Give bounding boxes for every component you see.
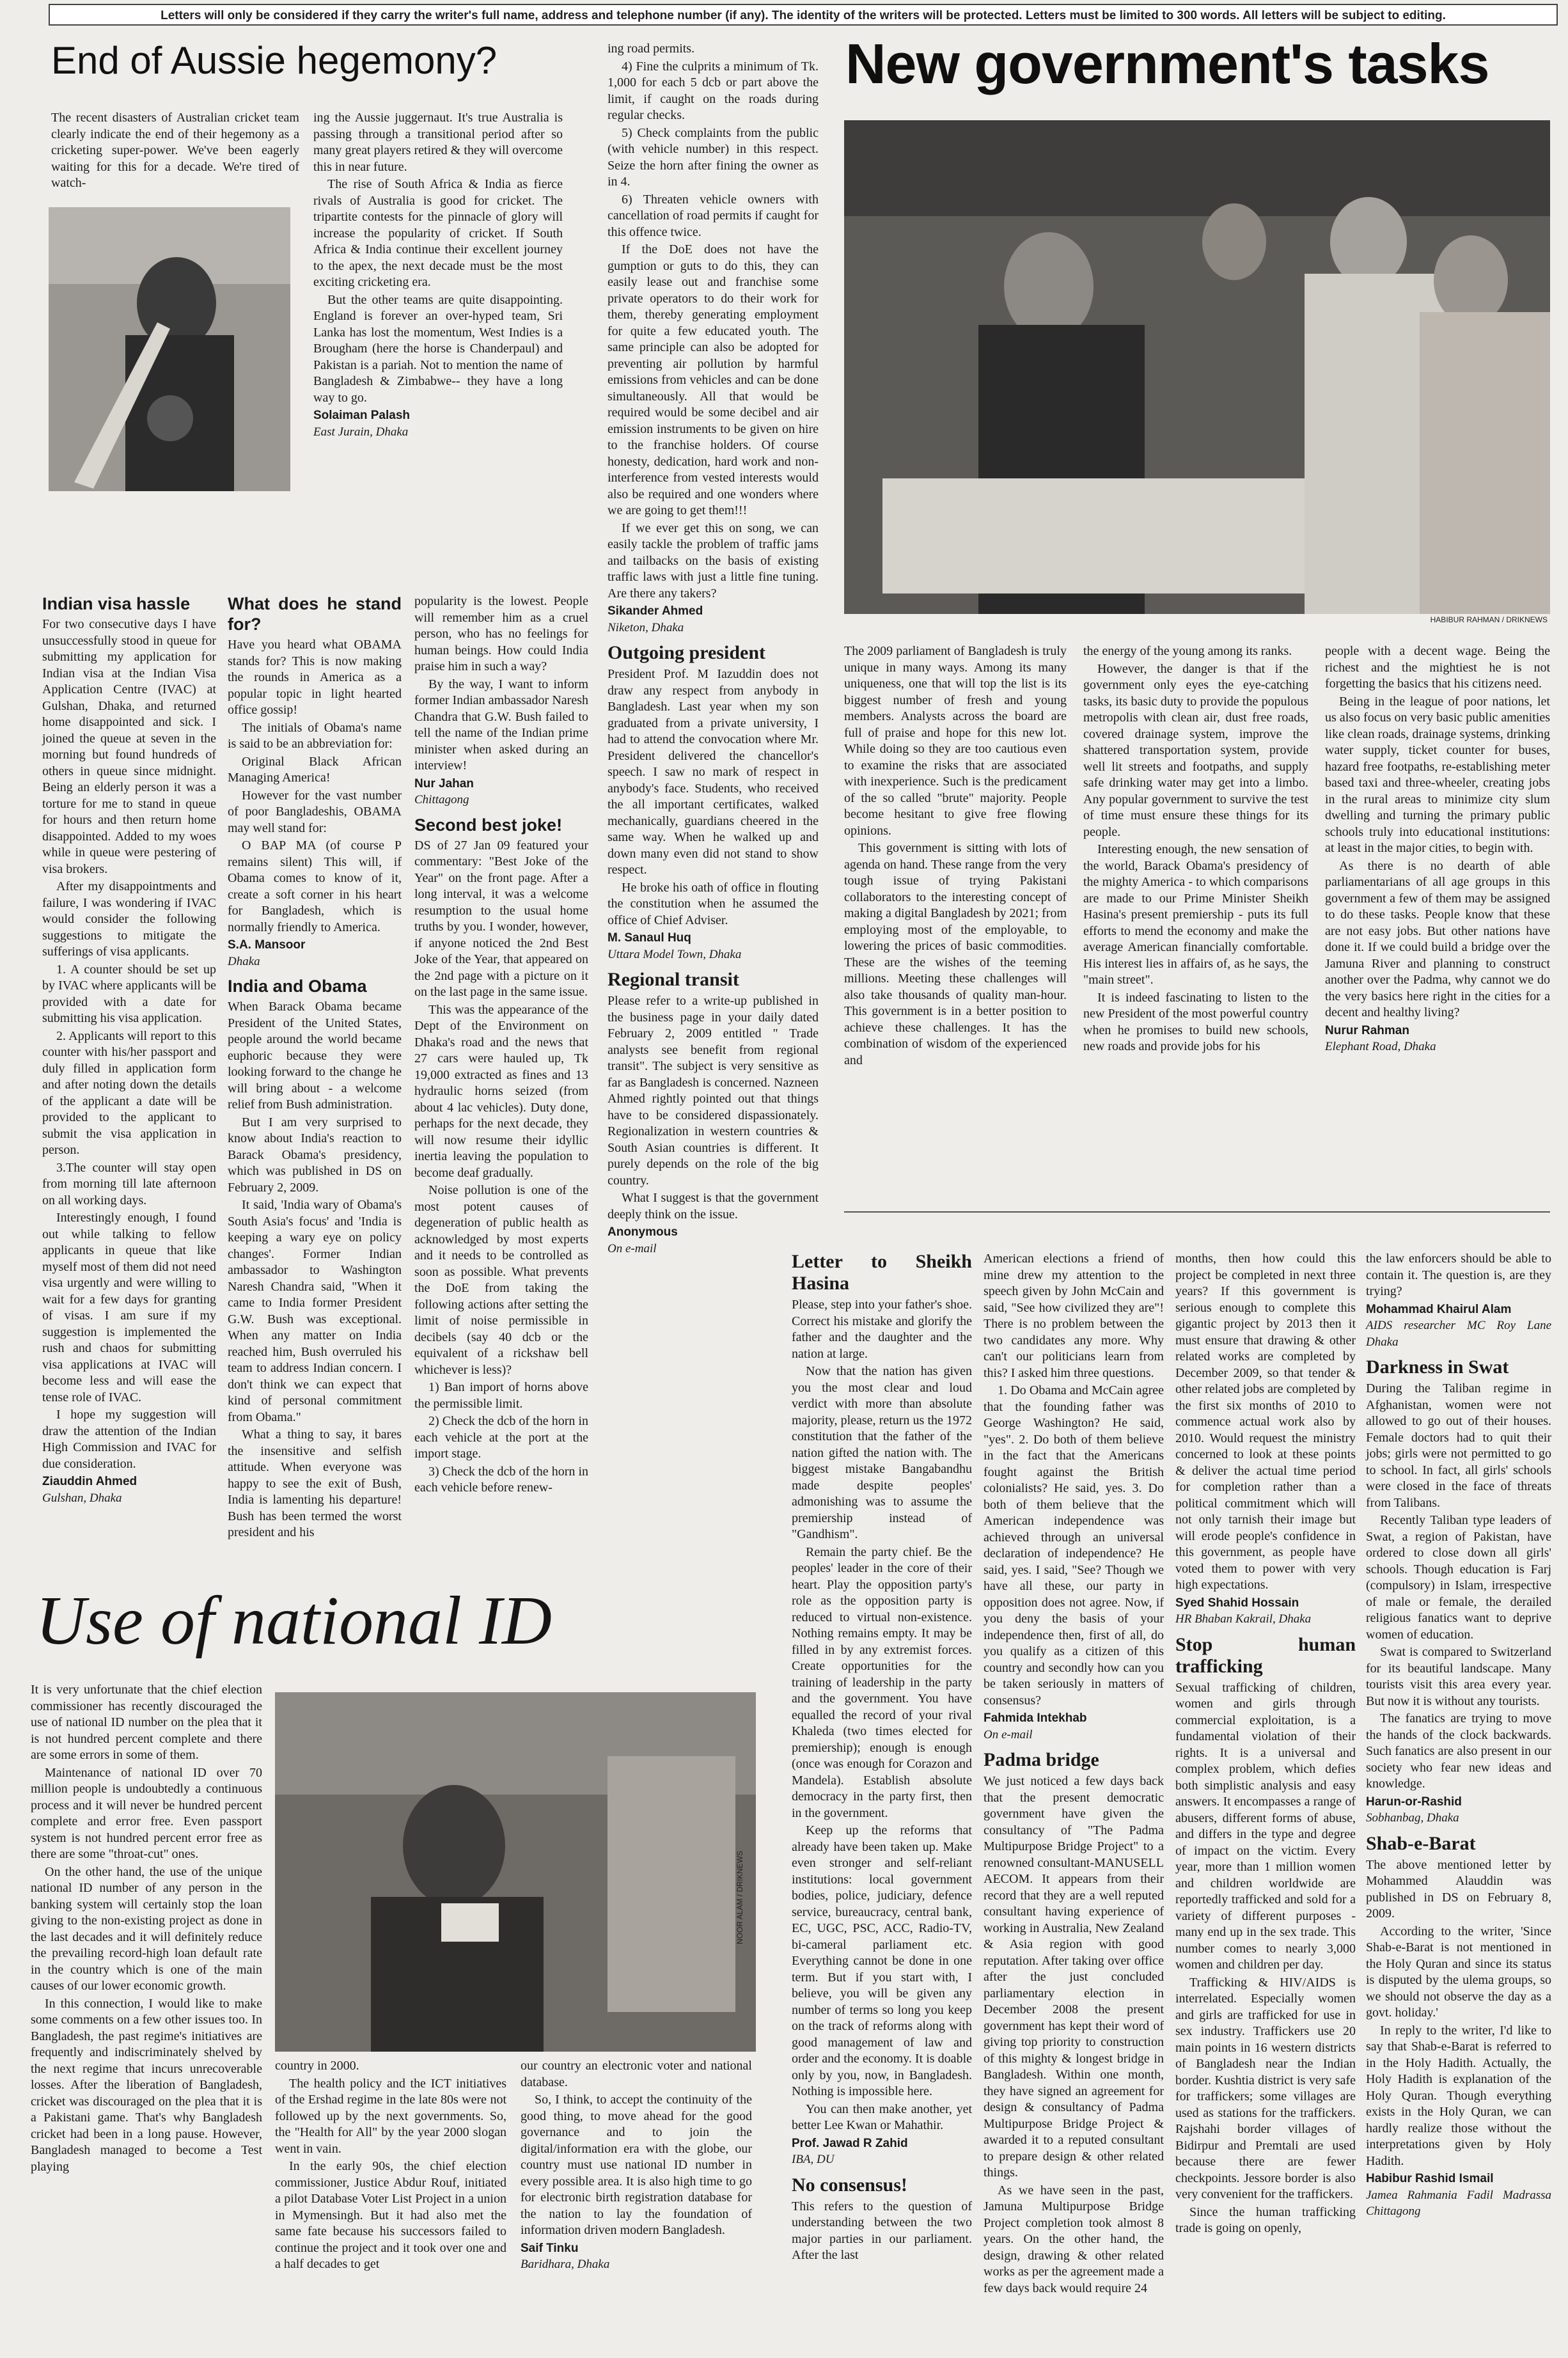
new-govt-title: New government's tasks [845,32,1489,95]
cricketer-photo-art [49,207,290,491]
india-obama-paragraph: By the way, I want to inform former Indian ambassador Naresh Chandra that G.W. Bush failed to tell the name of the Indian prime minister when asked during an interview! [414,677,588,773]
stand-author: S.A. Mansoor [228,938,306,952]
barat-author: Habibur Rashid Ismail [1366,2172,1494,2185]
barat-paragraph: According to the writer, 'Since Shab-e-Barat is not mentioned in the Holy Quran and since its status is disputed by the ulema groups, so we should not observe the day as a govt. holiday.' [1366,1924,1551,2020]
shab-e-barat-title: Shab-e-Barat [1366,1832,1476,1854]
joke-paragraph: 3) Check the dcb of the horn in each vehicle before renew- [414,1464,588,1495]
swat-paragraph: Swat is compared to Switzerland for its beautiful landscape. Many tourists visit this area every year. But now it is without any tourists. [1366,1645,1551,1708]
outgoing-paragraph: He broke his oath of office in flouting the constitution when he assumed the office of Chief Adviser. [608,880,819,927]
parliament-photo-art [844,120,1550,614]
letters-col8 [1366,1251,1551,2352]
noise-paragraph: 4) Fine the culprits a minimum of Tk. 1,000 for each 5 dcb or part above the limit, if caught on the roads during regular checks. [608,59,819,122]
swat-author: Harun-or-Rashid [1366,1795,1462,1809]
letters-col1 [42,593,216,1535]
aussie-paragraph: But the other teams are quite disappointing. England is forever an over-hyped team, Sri Lanka has lost the momentum, West Indies is a Brougham (here the horse is Chanderpaul) and Pakistan is a pariah. Not to mention the name of Bangladesh & Zimbabwe-- they have a long way to go. [313,292,563,405]
noise-author: Sikander Ahmed [608,604,703,618]
noise-place: Niketon, Dhaka [608,620,684,634]
aussie-paragraph: ing the Aussie juggernaut. It's true Australia is passing through a transitional period after so many great players retired & they will overcome this in near future. [313,111,563,174]
new-govt-paragraph: Interesting enough, the new sensation of the world, Barack Obama's presidency of the mighty America - to which comparisons are made to our Prime Minister Sheikh Hasina's present premiership - puts its full efforts to mend the economy and make the average American financially comfortable. His interest lies in affairs of, as he says, the "main street". [1083,842,1308,987]
aussie-col1 [51,110,299,206]
consensus-author: Fahmida Intekhab [984,1711,1087,1725]
trafficking-paragraph: Trafficking & HIV/AIDS is interrelated. Especially women and girls are trafficked for use in sex industry. Traffickers use 20 main points in 16 western districts of Bangladesh near the Indian border. Kushtia district is very safe for traffickers; some villages are used as stations for the traffickers. Rajshahi border villages of Bidirpur and Premtali are used because there are fewer checkpoints. Jessore border is also very convenient for the traffickers. [1175,1975,1356,2201]
stand-paragraph: However for the vast number of poor Bangladeshis, OBAMA may well stand for: [228,788,402,835]
india-obama-paragraph: It said, 'India wary of Obama's South Asia's focus' and 'India is keeping a wary eye on policy changes'. Former Indian ambassador to Washington Naresh Chandra said, "When it came to India former President G.W. Bush was exceptional. When any matter on India reached him, Bush overruled his team to address Indian concern. I don't think we can expect that kind of personal commitment from Obama." [228,1198,402,1424]
national-id-paragraph: The health policy and the ICT initiatives of the Ershad regime in the late 80s were not followed up by the next governments. So, the "Health for All" by the year 2000 slogan went in vain. [275,2076,506,2156]
india-obama-paragraph: When Barack Obama became President of the United States, people around the world became euphoric because they were looking forward to the change he will bring about - a welcome relief from Bush administration. [228,1000,402,1112]
consensus-paragraph: American elections a friend of mine drew my attention to the speech given by John McCain and said, "See how civilized they are"! There is no problem between the two candidates any more. Why can't our politicians learn from this? I asked him three questions. [984,1252,1164,1380]
new-govt-paragraph: Being in the league of poor nations, let us also focus on very basic public amenities like clean roads, drainage systems, drinking water supply, ticket counter for buses, hazard free footpaths, re-establishing meter based taxi and three-wheeler, creating jobs in the rural areas to minimize city slum dwelling and turning the primary public schools truly into educational institutions: at least in the major cities, to begin with. [1325,694,1550,855]
joke-paragraph: 2) Check the dcb of the horn in each vehicle at the port at the import stage. [414,1414,588,1461]
national-id-paragraph: On the other hand, the use of the unique national ID number of any person in the banking system will certainly stop the loan giving to the non-existing project as done in the last decades and it will definitely reduce the prevailing record-high loan default rate in the country which is one of the main causes of our lower economic growth. [31,1864,262,1993]
letters-col5 [792,1251,972,2352]
hasina-author: Prof. Jawad R Zahid [792,2136,908,2150]
visa-paragraph: For two consecutive days I have unsuccessfully stood in queue for submitting my application for Indian visa at the Indian Visa Application Centre (IVAC) at Gulshan, Dhaka, and returned home disappointed and sick. I joined the queue at seven in the morning but found hundreds of others in queue since midnight. Being an elderly person it was a torture for me to stand in queue for hours and then return home disappointed. Added to my woes while in queue were pestering of visa brokers. [42,617,216,876]
letters-col4 [608,41,819,1255]
swat-paragraph: During the Taliban regime in Afghanistan, women were not allowed to go out of their houses. Female doctors had to quit their jobs; girls were not permitted to go to school. In fact, all girls' schools were closed in the face of threats from Talibans. [1366,1381,1551,1510]
aussie-title: End of Aussie hegemony? [51,39,498,82]
aussie-col2 [313,110,563,526]
barat-paragraph: The above mentioned letter by Mohammed Alauddin was published in DS on February 8, 2009. [1366,1857,1551,1921]
india-obama-title: India and Obama [228,977,367,996]
national-id-col3 [521,2058,752,2347]
visa-paragraph: 2. Applicants will report to this counter with his/her passport and duly filled in application form and after noting down the details of the applicant a date will be provided to the applicant to submit the visa application in person. [42,1028,216,1157]
national-id-place: Baridhara, Dhaka [521,2258,610,2271]
national-id-paragraph: our country an electronic voter and national database. [521,2059,752,2089]
new-govt-paragraph: This government is sitting with lots of agenda on hand. These range from the very tough issue of trying Pakistani collaborators to the interesting concept of making a digital Bangladesh by 2021; from employing most of the employable, to lowering the prices of basic commodities. These are the wishes of the teeming millions. Meeting these challenges will also take thousands of quality man-hour. This government is in a better position to achieve these challenges. It has the combination of wisdom of the experienced and [844,841,1067,1067]
transit-paragraph: Please refer to a write-up published in the business page in your daily dated February 2, 2009 entitled " Trade analysts see benefit from regional transit". The subject is very sensitive as far as Bangladesh is concerned. Nazneen Ahmed rightly pointed out that things have to be considered dispassionately. Regionalization in western countries & South Asian countries is different. It purely depends on the role of the big country. [608,994,819,1188]
trafficking-paragraph: Sexual trafficking of children, women and girls through commercial exploitation, is a fundamental violation of their rights. It is a universal and complex problem, which defies both simplistic analysis and easy answers. It encompasses a range of abusers, different forms of abuse, and differs in the type and degree of impact on the victim. Every year, more than 1 million women and children worldwide are reportedly trafficked and sold for a variety of different purposes - many end up in the sex trade. This number comes to nearly 3,000 women and children per day. [1175,1680,1356,1972]
outgoing-paragraph: President Prof. M Iazuddin does not draw any respect from anybody in Bangladesh. Last year when my son graduated from a private university, I had to attend the convocation where Mr. President delivered the chancellor's speech. I saw no mark of respect in anybody's face. Students, who received the all important certificates, walked mechanically, guardians cheered in the same way. When he walked up and down many even did not stand to show respect. [608,667,819,877]
photo-credit: HABIBUR RAHMAN / DRIKNEWS [1430,615,1548,624]
padma-author: Syed Shahid Hossain [1175,1596,1299,1610]
new-govt-author: Nurur Rahman [1325,1023,1409,1037]
barat-paragraph: In reply to the writer, I'd like to say that Shab-e-Barat is referred to in the Holy Hadith. Actually, the Holy Hadith is explanation of the Holy Quran. Though everything exists in the Holy Quran, we can hardly realize those without the interpretations given by Holy Hadith. [1366,2023,1551,2168]
new-govt-col2 [1083,643,1308,1206]
national-id-paragraph: country in 2000. [275,2059,359,2073]
new-govt-paragraph: The 2009 parliament of Bangladesh is truly unique in many ways. Among its many uniqueness, one that will top the list is its biggest number of fresh and young members. Analysts across the board are full of praise and hope for this new lot. While doing so they are too cautious even to examine the risks that are associated with inexperience. Such is the predicament of the so called "brute" majority. People become hesitant to give free flowing opinions. [844,644,1067,838]
new-govt-paragraph: the energy of the young among its ranks. [1083,644,1292,658]
outgoing-president-title: Outgoing president [608,642,765,663]
padma-bridge-title: Padma bridge [984,1749,1099,1770]
stand-place: Dhaka [228,954,260,968]
visa-paragraph: Interestingly enough, I found out while talking to fellow applicants in queue that like myself most of them did not need visa urgently and were willing to wait for a few days for granting of visas. I am sure if my suggestion is implemented the rush and chaos for submitting visa applications at IVAC will become less and will ease the tense role of IVAC. [42,1211,216,1404]
trafficking-title: Stop human trafficking [1175,1633,1356,1677]
consensus-paragraph: 1. Do Obama and McCain agree that the founding father was George Washington? He said, "yes". 2. Do both of them believe in the fact that the Americans fought against the British colonialists? He said, yes. 3. Do both of them believe that the American independence was achieved through an universal declaration of independence? He said, yes. I said, "See? Though we have all these, our party in opposition does not agree. Now, if you deny the basis of your independence then, first of all, do you qualify as a citizen of this country and secondly how can you be taken seriously in matters of consensus? [984,1383,1164,1708]
national-id-col2 [275,2058,506,2347]
hasina-paragraph: Remain the party chief. Be the peoples' leader in the core of their heart. Play the opposition party's role as the opposition party is reduced to virtual non-existence. Nothing remains empty. It may be filled in by any extremist forces. Create opportunities for the training of leadership in the party and the government. You have equalled the record of your rival Khaleda (two times elected for premiership); enough is enough (once was enough for Corazon and Mandela). Establish absolute democracy in the party first, then in the government. [792,1544,972,1820]
letters-col6 [984,1251,1164,2352]
darkness-swat-title: Darkness in Swat [1366,1356,1509,1378]
trafficking-paragraph: the law enforcers should be able to contain it. The question is, are they trying? [1366,1252,1551,1298]
visa-title: Indian visa hassle [42,594,191,613]
national-id-photo [275,1692,756,2052]
new-govt-place: Elephant Road, Dhaka [1325,1040,1436,1053]
second-joke-title: Second best joke! [414,815,563,835]
joke-paragraph: This was the appearance of the Dept of the Environment on Dhaka's road and the news that 27 cars were hauled up, Tk 19,000 extracted as fines and 13 hydraulic horns seized (from about 4 lac vehicles). Duty done, perhaps for the next decade, they will now resume their idyllic inertia leaving the population to become deaf gradually. [414,1002,588,1180]
noise-paragraph: 6) Threaten vehicle owners with cancellation of road permits if caught for this offence twice. [608,192,819,239]
swat-paragraph: The fanatics are trying to move the hands of the clock backwards. Such fanatics are also present in our society who fear new ideas and knowledge. [1366,1711,1551,1791]
barat-place: Jamea Rahmania Fadil Madrassa Chittagong [1366,2188,1551,2218]
new-govt-paragraph: It is indeed fascinating to listen to the new President of the most powerful country when he promises to build new schools, new roads and provide jobs for his [1083,990,1308,1053]
india-obama-paragraph: What a thing to say, it bares the insensitive and selfish attitude. When everyone was happy to see the exit of Bush, India is lamenting his departure! Bush has been termed the worst president and his [228,1427,402,1539]
outgoing-author: M. Sanaul Huq [608,931,691,945]
stand-title: What does he stand for? [228,594,402,634]
noise-paragraph: ing road permits. [608,42,695,56]
hasina-paragraph: You can then make another, yet better Lee Kwan or Mahathir. [792,2102,972,2132]
swat-place: Sobhanbag, Dhaka [1366,1811,1459,1825]
consensus-paragraph: This refers to the question of understanding between the two major parties in our parliament. After the last [792,2199,972,2262]
visa-author: Ziauddin Ahmed [42,1475,137,1488]
india-obama-paragraph: But I am very surprised to know about India's reaction to Barack Obama's presidency, which was published in DS on February 2, 2009. [228,1115,402,1195]
hasina-paragraph: Keep up the reforms that already have been taken up. Make even stronger and self-reliant institutions: local government bodies, police, judiciary, defence service, bureaucracy, central bank, EC, UGC, PSC, ACC, Radio-TV, bi-cameral parliament etc. Everything cannot be done in one term. But if you start with, I believe, you will be given any number of terms so long you keep on the track of reforms along with good management of law and order and the economy. It is doable only by you, now, in Bangladesh. Nothing is impossible here. [792,1823,972,2098]
new-govt-col3 [1325,643,1550,1206]
national-id-paragraph: So, I think, to accept the continuity of the good thing, to move ahead for the good governance and to join the digital/information era with the globe, our country must use national ID number in every possible area. It is also high time to go for electronic birth registration database for the nation to lay the foundation of information driven modern Bangladesh. [521,2093,752,2237]
joke-paragraph: Noise pollution is one of the most potent causes of degeneration of public health as acknowledged by most experts and it needs to be controlled as soon as possible. What prevents the DoE from taking the following actions after setting the limit of noise permissible in decibels (say 40 dcb or the equivalent of a rickshaw bell whichever is less)? [414,1183,588,1377]
national-id-author: Saif Tinku [521,2241,579,2255]
national-id-paragraph: It is very unfortunate that the chief election commissioner has recently discouraged the use of national ID number on the plea that it is not hundred percent complete and there are some errors in some of them. [31,1683,262,1762]
visa-place: Gulshan, Dhaka [42,1491,122,1505]
national-id-paragraph: In the early 90s, the chief election commissioner, Justice Abdur Rouf, initiated a pilot Database Voter List Project in a union in Mymensingh. But it had also met the same fate because his successors failed to continue the project and it took over one and a half decades to get [275,2159,506,2271]
hasina-paragraph: Now that the nation has given you the most clear and loud verdict with more than absolute majority, please, return us the 1972 constitution that the father of the nation gifted the nation with. The biggest mistake Bangabandhu made despite peoples' admonishing was to assume the premiership instead of "Gandhism". [792,1364,972,1541]
id-photo-credit: NOOR ALAM / DRIKNEWS [735,1850,744,1944]
stand-paragraph: The initials of Obama's name is said to be an abbreviation for: [228,720,402,751]
letters-col2 [228,593,402,1539]
india-obama-author: Nur Jahan [414,776,474,790]
letters-policy-banner: Letters will only be considered if they carry the writer's full name, address and telephone number (if any). The identity of the writers will be protected. Letters must be limited to 300 words. All letters will be subject to editing. [49,4,1558,26]
cricketer-photo [49,207,290,491]
regional-transit-title: Regional transit [608,969,739,990]
consensus-place: On e-mail [984,1727,1033,1741]
hasina-paragraph: Please, step into your father's shoe. Correct his mistake and glorify the father and the daughter and the nation at large. [792,1298,972,1361]
aussie-paragraph: The recent disasters of Australian cricket team clearly indicate the end of their hegemony as a cricketing super-power. We've been eagerly waiting for this for a decade. We're tired of watch- [51,111,299,190]
padma-paragraph: months, then how could this project be completed in next three years? If this government is serious enough to complete this gigantic project by 2013 then it must ensure that drawing & other related works are completed by December 2009, so that tender & other related jobs are completed by the first six months of 2010 to commence actual work also by 2010. Would request the ministry concerned to look at these points & deliver the actual time period for completion rather than a political commitment which will not only tarnish their image but will erode people's confidence in this government, as people have voted them to power with very high expectations. [1175,1252,1356,1592]
new-govt-paragraph: As there is no dearth of able parliamentarians of all age groups in this government a few of them may be assigned to do these tasks. People know that these are not easy jobs. But other nations have done it. If we could build a bridge over the Jamuna River and planning to construct another over the Padma, why cannot we do the very basics here right in the cities for a decent and healthy living? [1325,858,1550,1019]
swat-paragraph: Recently Taliban type leaders of Swat, a region of Pakistan, have ordered to close down all girls' schools. Though education is Farj (compulsory) in Islam, irrespective of male or female, the derailed religious fanatics want to deprive women of education. [1366,1513,1551,1642]
transit-place: On e-mail [608,1241,657,1255]
visa-paragraph: After my disappointments and failure, I was wondering if IVAC would consider the following suggestions to mitigate the sufferings of visa applicants. [42,879,216,959]
padma-paragraph: As we have seen in the past, Jamuna Multipurpose Bridge Project completion took almost 8 years. On the other hand, the design, drawing & other related works as per the agreement made a few days back would require 24 [984,2183,1164,2295]
padma-place: HR Bhaban Kakrail, Dhaka [1175,1612,1312,1626]
letters-col3 [414,593,588,1535]
letters-col7 [1175,1251,1356,2352]
noise-paragraph: If we ever get this on song, we can easily tackle the problem of traffic jams and tailbacks on the basis of existing traffic laws with just a little fine tuning. Are there any takers? [608,521,819,601]
hasina-place: IBA, DU [792,2153,835,2166]
joke-paragraph: 1) Ban import of horns above the permissible limit. [414,1380,588,1411]
new-govt-col1 [844,643,1067,1206]
stand-paragraph: O BAP MA (of course P remains silent) This will, if Obama comes to know of it, create a soft corner in his heart for Bangladesh, which is normally friendly to America. [228,838,402,934]
parliament-photo [844,120,1550,614]
stand-paragraph: Have you heard what OBAMA stands for? This is now making the rounds in America as a popular topic in light hearted office gossip! [228,638,402,717]
trafficking-author: Mohammad Khairul Alam [1366,1302,1512,1316]
trafficking-place: AIDS researcher MC Roy Lane Dhaka [1366,1319,1551,1349]
padma-paragraph: We just noticed a few days back that the present democratic government have given the consultancy of "The Padma Multipurpose Bridge Project" to a renowned consultant-MANUSELL AECOM. It appears from their record that they are a well reputed consultant having experience of working in Australia, New Zealand & Asia region with good reputation. After taking over office after the just concluded parliamentary election in December 2008 the present government has kept their word of giving top priority to construction of this mighty & longest bridge in Bangladesh. Within one month, they have signed an agreement for design & consultancy of Padma Multipurpose Bridge Project & awarded it to a reputed consultant to prepare design & other related things. [984,1774,1164,2180]
noise-paragraph: If the DoE does not have the gumption or guts to do this, they can easily lease out and franchise some private operators to do their work for them, thereby generating employment for quite a few educated youth. The same principle can also be adopted for preventing air pollution by harmful emissions from vehicles and can be done simultaneously. All that would be required would be some decibel and air emission instruments to be given on hire to the franchise holders. Of course honesty, dedication, hard work and non-interference from vested interests would also be required and one wonders where we are going to get them!!! [608,242,819,517]
stand-paragraph: Original Black African Managing America! [228,754,402,785]
national-id-paragraph: Maintenance of national ID over 70 million people is undoubtedly a continuous process and it will never be hundred percent complete and error free. Even passport system is not hundred percent error free as there are some "throat-cut" ones. [31,1765,262,1861]
joke-paragraph: DS of 27 Jan 09 featured your commentary: "Best Joke of the Year" on the front page. After a long interval, it was a welcome resumption to the usual home truths by you. I wonder, however, if anyone noticed the 2nd Best Joke of the Year, that appeared on the 2nd page with a picture on it on the last page in the same issue. [414,838,588,999]
visa-paragraph: 1. A counter should be set up by IVAC where applicants will be provided with a date for submitting his visa application. [42,962,216,1025]
new-govt-paragraph: However, the danger is that if the government only eyes the eye-catching tasks, its basic duty to provide the populous metropolis with clean air, dust free roads, covered drainage system, improve the shattered transportation system, provide well lit streets and footpaths, and supply safe drinking water may get into a limbo. Any popular government to survive the test of time must ensure these things for its people. [1083,661,1308,839]
noise-paragraph: 5) Check complaints from the public (with vehicle number) in this respect. Seize the horn after fining the owner as in 4. [608,125,819,189]
visa-paragraph: I hope my suggestion will draw the attention of the Indian High Commission and IVAC for due consideration. [42,1408,216,1471]
national-id-paragraph: In this connection, I would like to make some comments on a few other issues too. In Bangladesh, the past regime's initiatives are frequently and indiscriminately shelved by the next regime that incurs unrecoverable losses. After the liberation of Bangladesh, cricket was discouraged on the plea that it is a Pakistani game. That's why Bangladesh cricket had been in a long pause. However, Bangladesh managed to become a Test playing [31,1996,262,2174]
aussie-place: East Jurain, Dhaka [313,425,409,439]
sheikh-hasina-title: Letter to Sheikh Hasina [792,1251,972,1294]
india-obama-paragraph: popularity is the lowest. People will remember him as a cruel person, who has no feelings for human beings. How could India praise him in such a way? [414,594,588,673]
visa-paragraph: 3.The counter will stay open from morning till late afternoon on all working days. [42,1160,216,1207]
trafficking-paragraph: Since the human trafficking trade is going on openly, [1175,2205,1356,2235]
new-govt-paragraph: people with a decent wage. Being the richest and the mightiest he is not forgetting the basics that his citizens need. [1325,644,1550,691]
aussie-paragraph: The rise of South Africa & India as fierce rivals of Australia is good for cricket. The tripartite contests for the pinnacle of glory will increase the popularity of cricket. If South Africa & India continue their excellent journey to the apex, the next decade must be the most exciting cricketing era. [313,177,563,289]
section-divider [844,1211,1550,1213]
no-consensus-title: No consensus! [792,2174,907,2196]
national-id-title: Use of national ID [36,1583,552,1659]
national-id-photo-art [275,1692,756,2052]
national-id-col1 [31,1682,262,2347]
india-obama-place: Chittagong [414,793,469,806]
transit-paragraph: What I suggest is that the government deeply think on the issue. [608,1191,819,1222]
outgoing-place: Uttara Model Town, Dhaka [608,947,742,961]
aussie-author: Solaiman Palash [313,409,411,422]
transit-author: Anonymous [608,1225,678,1239]
